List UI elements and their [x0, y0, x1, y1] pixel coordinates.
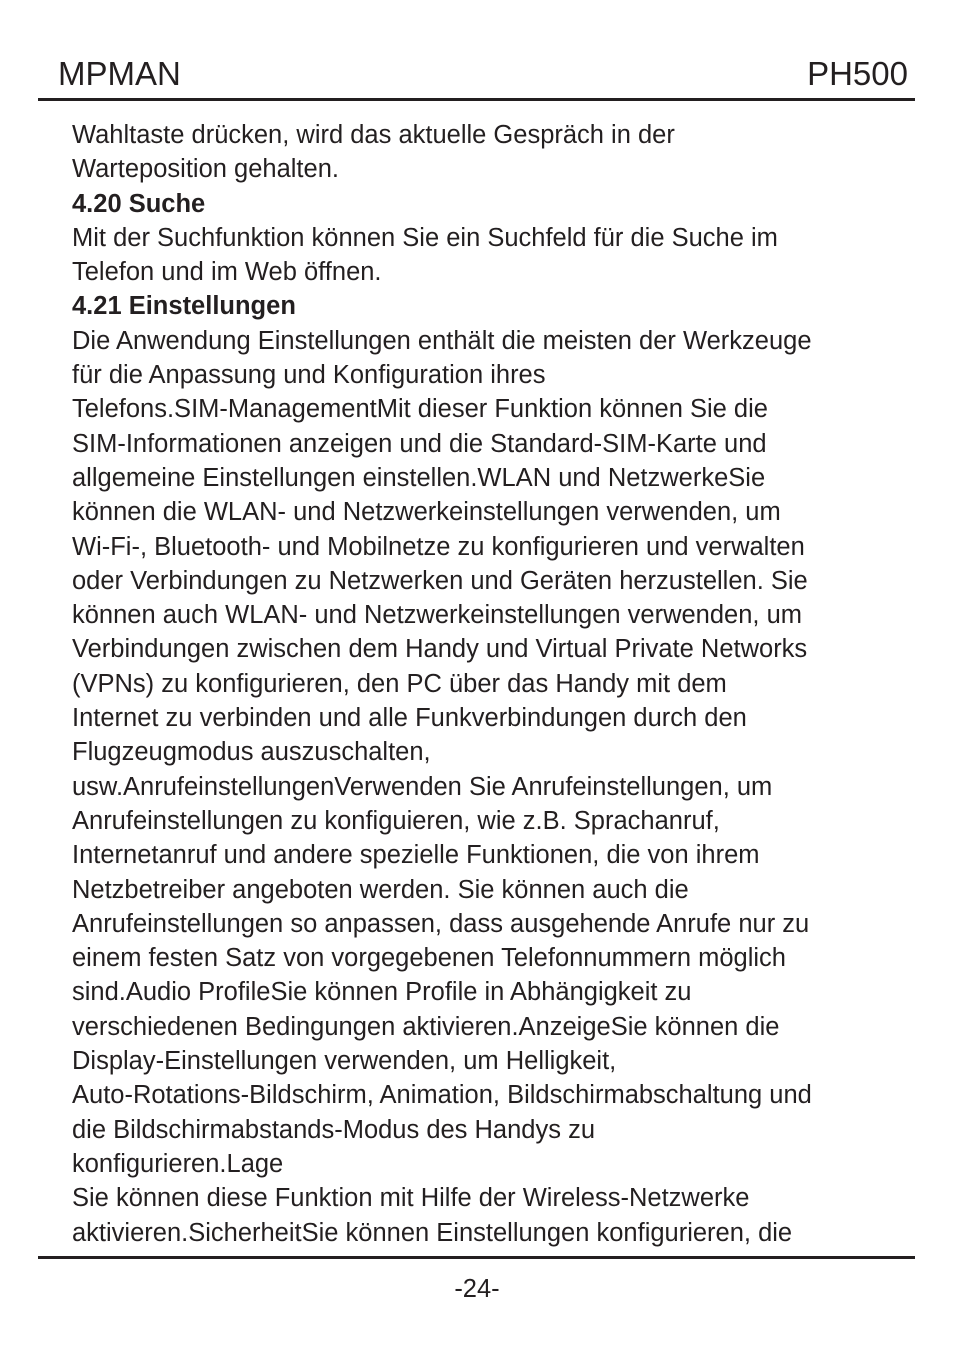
text-line: Telefon und im Web öffnen.	[72, 258, 382, 287]
text-line: (VPNs) zu konfigurieren, den PC über das Handy mit dem	[72, 669, 727, 698]
text-line: Warteposition gehalten.	[72, 155, 339, 184]
text-line: Internet zu verbinden und alle Funkverbindungen durch den	[72, 704, 747, 733]
text-line: Telefons.SIM-ManagementMit dieser Funktion können Sie die	[72, 395, 768, 424]
text-line: für die Anpassung und Konfiguration ihres	[72, 361, 546, 390]
text-line: Netzbetreiber angeboten werden. Sie können auch die	[72, 875, 689, 904]
text-line: einem festen Satz von vorgegebenen Telefonnummern möglich	[72, 944, 786, 973]
footer-divider	[38, 1256, 915, 1259]
text-line: konfigurieren.Lage	[72, 1149, 284, 1178]
text-line: Die Anwendung Einstellungen enthält die meisten der Werkzeuge	[72, 326, 812, 355]
text-line: die Bildschirmabstands-Modus des Handys zu	[72, 1115, 595, 1144]
section-heading-suche: 4.20 Suche	[72, 189, 206, 218]
text-line: Internetanruf und andere spezielle Funktionen, die von ihrem	[72, 841, 760, 870]
text-line: Flugzeugmodus auszuschalten,	[72, 738, 431, 767]
text-line: oder Verbindungen zu Netzwerken und Geräten herzustellen. Sie	[72, 566, 808, 595]
text-line: Sie können diese Funktion mit Hilfe der Wireless-Netzwerke	[72, 1184, 750, 1213]
text-line: allgemeine Einstellungen einstellen.WLAN und NetzwerkeSie	[72, 463, 766, 492]
text-line: Wi-Fi-, Bluetooth- und Mobilnetze zu konfigurieren und verwalten	[72, 532, 805, 561]
text-line: können auch WLAN- und Netzwerkeinstellungen verwenden, um	[72, 601, 802, 630]
text-line: aktivieren.SicherheitSie können Einstellungen konfigurieren, die	[72, 1218, 793, 1247]
text-line: Wahltaste drücken, wird das aktuelle Gespräch in der	[72, 121, 675, 149]
text-line: SIM-Informationen anzeigen und die Standard-SIM-Karte und	[72, 429, 767, 458]
text-line: Anrufeinstellungen so anpassen, dass ausgehende Anrufe nur zu	[72, 909, 810, 938]
section-heading-einstellungen: 4.21 Einstellungen	[72, 292, 296, 321]
model-name: PH500	[807, 55, 908, 92]
text-line: können die WLAN- und Netzwerkeinstellungen verwenden, um	[72, 498, 781, 527]
text-line: verschiedenen Bedingungen aktivieren.AnzeigeSie können die	[72, 1012, 780, 1041]
text-line: sind.Audio ProfileSie können Profile in Abhängigkeit zu	[72, 978, 692, 1007]
body-text	[72, 118, 892, 1250]
text-line: usw.AnrufeinstellungenVerwenden Sie Anrufeinstellungen, um	[72, 772, 773, 801]
text-line: Verbindungen zwischen dem Handy und Virtual Private Networks	[72, 635, 808, 664]
text-line: Anrufeinstellungen zu konfiguieren, wie z.B. Sprachanruf,	[72, 806, 720, 835]
brand-name: MPMAN	[58, 55, 181, 92]
page-number: -24-	[454, 1275, 500, 1303]
text-line: Auto-Rotations-Bildschirm, Animation, Bildschirmabschaltung und	[72, 1081, 812, 1110]
text-line: Display-Einstellungen verwenden, um Helligkeit,	[72, 1047, 617, 1076]
text-line: Mit der Suchfunktion können Sie ein Suchfeld für die Suche im	[72, 223, 778, 252]
header-divider	[38, 98, 915, 101]
page-header	[40, 0, 914, 101]
